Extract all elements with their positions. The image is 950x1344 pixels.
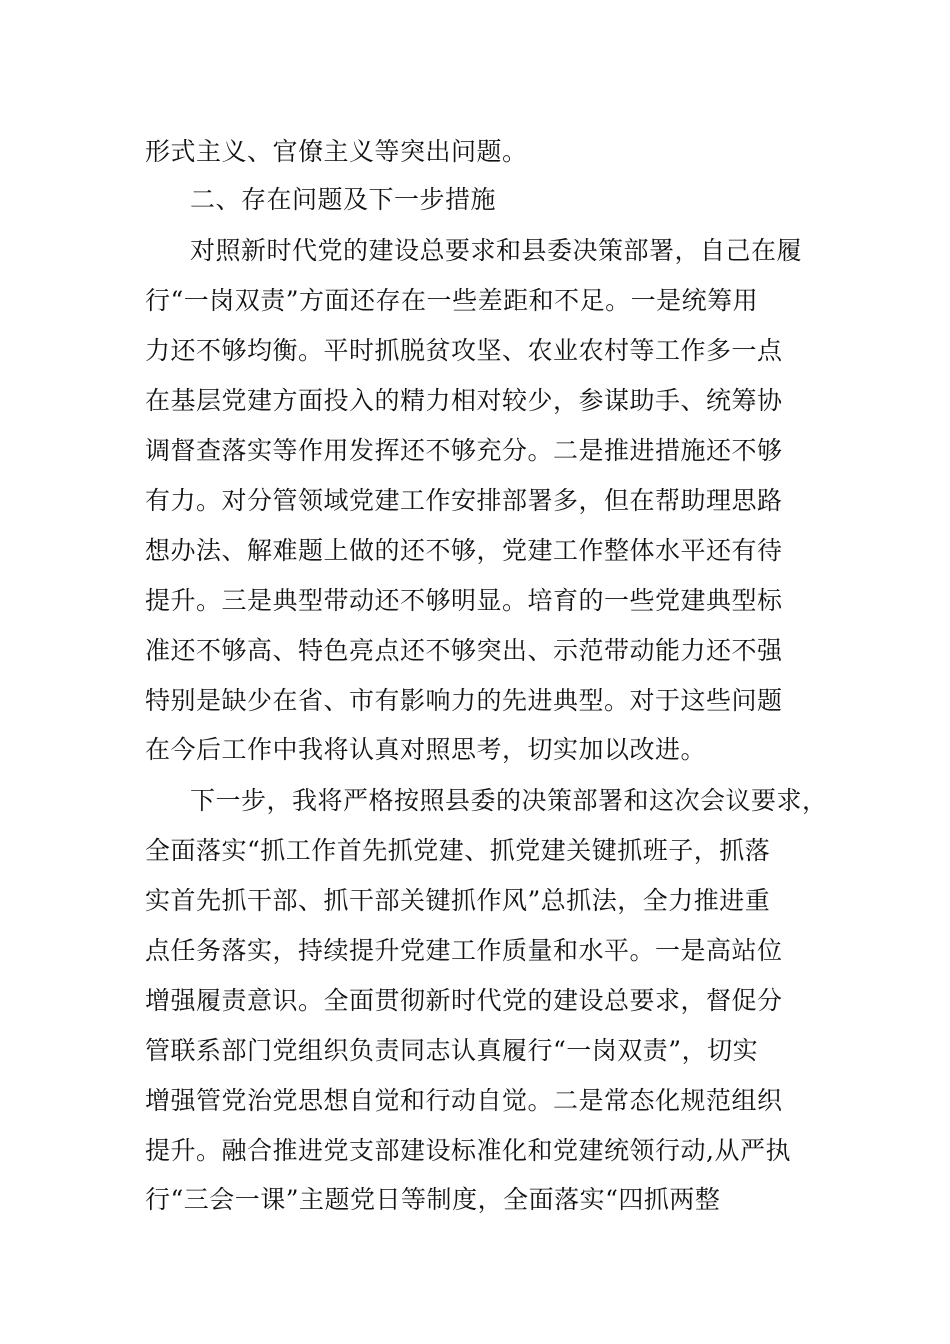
paragraph-line: 特别是缺少在省、市有影响力的先进典型。对于这些问题 <box>145 686 783 715</box>
paragraph-line: 实首先抓干部、抓干部关键抓作风”总抓法，全力推进重 <box>145 886 771 915</box>
paragraph-line: 调督查落实等作用发挥还不够充分。二是推进措施还不够 <box>145 436 783 465</box>
paragraph-line: 行“一岗双责”方面还存在一些差距和不足。一是统筹用 <box>145 286 759 315</box>
paragraph-line: 提升。三是典型带动还不够明显。培育的一些党建典型标 <box>145 586 783 615</box>
paragraph-line: 对照新时代党的建设总要求和县委决策部署，自己在履 <box>190 236 803 265</box>
paragraph-line: 全面落实“抓工作首先抓党建、抓党建关键抓班子，抓落 <box>145 836 771 865</box>
paragraph-line: 行“三会一课”主题党日等制度，全面落实“四抓两整 <box>145 1185 721 1214</box>
paragraph-line: 力还不够均衡。平时抓脱贫攻坚、农业农村等工作多一点 <box>145 336 783 365</box>
text-line: 形式主义、官僚主义等突出问题。 <box>145 137 528 166</box>
paragraph-line: 下一步，我将严格按照县委的决策部署和这次会议要求， <box>190 786 828 815</box>
paragraph-line: 在今后工作中我将认真对照思考，切实加以改进。 <box>145 735 707 764</box>
section-heading: 二、存在问题及下一步措施 <box>190 185 497 214</box>
paragraph-line: 增强管党治党思想自觉和行动自觉。二是常态化规范组织 <box>145 1086 783 1115</box>
paragraph-line: 增强履责意识。全面贯彻新时代党的建设总要求，督促分 <box>145 986 783 1015</box>
paragraph-line: 有力。对分管领域党建工作安排部署多，但在帮助理思路 <box>145 486 783 515</box>
paragraph-line: 在基层党建方面投入的精力相对较少，参谋助手、统筹协 <box>145 386 783 415</box>
paragraph-line: 准还不够高、特色亮点还不够突出、示范带动能力还不强 <box>145 636 783 665</box>
paragraph-line: 提升。融合推进党支部建设标准化和党建统领行动,从严执 <box>145 1136 791 1165</box>
paragraph-line: 点任务落实，持续提升党建工作质量和水平。一是高站位 <box>145 936 783 965</box>
paragraph-line: 想办法、解难题上做的还不够，党建工作整体水平还有待 <box>145 536 783 565</box>
paragraph-line: 管联系部门党组织负责同志认真履行“一岗双责”，切实 <box>145 1036 759 1065</box>
